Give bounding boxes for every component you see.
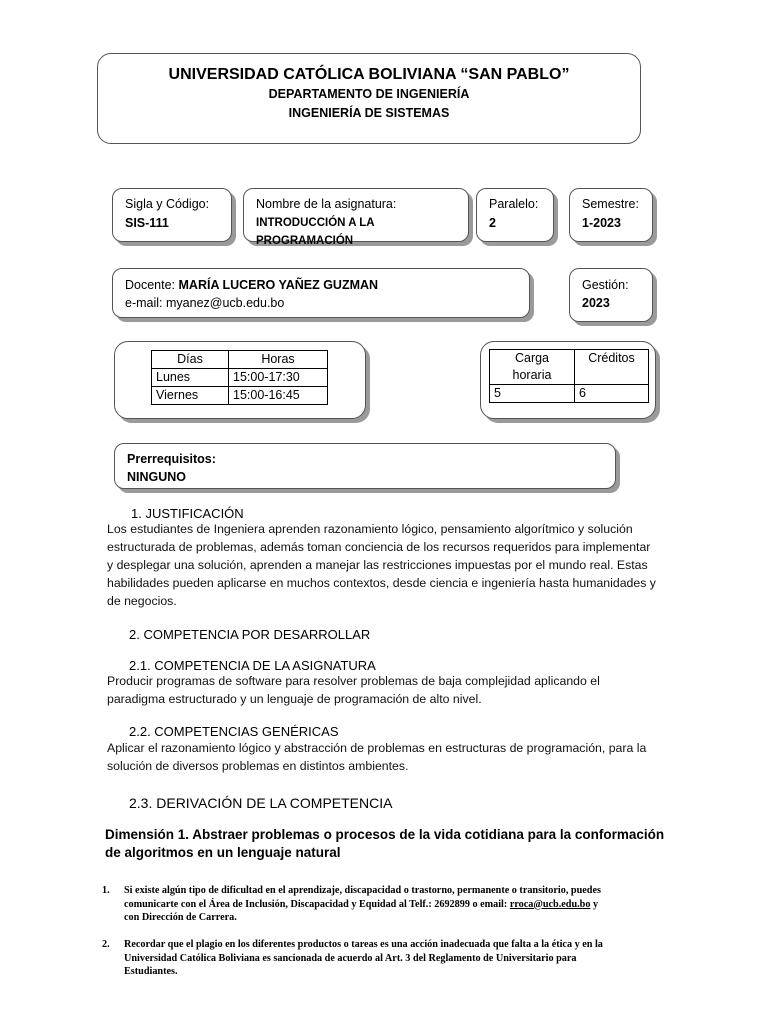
section-2-1-line: paradigma estructurado y un lenguaje de programación de alto nivel. [107,692,482,706]
note-1-line-2-text: comunicarte con el Área de Inclusión, Discapacidad y Equidad al Telf.: 2692899 o email: [124,898,510,910]
note-2 [124,938,668,979]
note-2-line: Recordar que el plagio en los diferentes productos o tareas es una acción inadecuada que falta a la ética y en la [124,939,603,950]
header-box [97,53,641,144]
note-1-line: Si existe algún tipo de dificultad en el aprendizaje, discapacidad o trastorno, permanente o transitorio, puedes [124,885,601,896]
prereq-value: NINGUNO [127,470,187,484]
note-2-line: Universidad Católica Boliviana es sancionada de acuerdo al Art. 3 del Reglamento de Universitario para [124,952,577,964]
teacher-email: myanez@ucb.edu.bo [166,296,285,310]
semester-box [569,188,653,242]
schedule-day: Lunes [152,369,229,387]
note-2-line: Estudiantes. [124,966,178,977]
career-title: INGENIERÍA DE SISTEMAS [288,106,450,120]
table-row [152,369,328,387]
section-1-title: 1. JUSTIFICACIÓN [131,506,244,521]
teacher-label: Docente: [125,278,176,292]
workload-credits-value: 6 [575,385,649,403]
section-2-2-line: Aplicar el razonamiento lógico y abstracción de problemas en estructuras de programación, para la [107,741,647,755]
section-2-1-body [107,672,661,708]
note-1 [124,884,668,925]
schedule-hours: 15:00-17:30 [229,369,328,387]
schedule-header-days: Días [152,351,229,369]
gestion-box [569,268,653,322]
section-2-2-body [107,739,661,775]
section-2-1-title: 2.1. COMPETENCIA DE LA ASIGNATURA [129,658,376,673]
semester-label: Semestre: [582,197,639,211]
section-2-2-title: 2.2. COMPETENCIAS GENÉRICAS [129,724,339,739]
section-1-line: habilidades pueden aplicarse en muchos contextos, desde ciencia e ingeniería hasta humanidades y [107,576,656,590]
note-1-line-2 [124,898,668,912]
semester-value: 1-2023 [582,216,621,230]
section-1-line: y desplegar una solución, aprenden a manejar las restricciones impuestas por el mundo real. Estas [107,558,648,572]
section-2-3-title: 2.3. DERIVACIÓN DE LA COMPETENCIA [129,795,393,811]
schedule-header-row [152,351,328,369]
dimension-block [105,826,665,862]
university-title: UNIVERSIDAD CATÓLICA BOLIVIANA “SAN PABLO” [168,66,570,83]
workload-credits-header: Créditos [575,350,649,385]
parallel-box [476,188,554,242]
schedule-day: Viernes [152,387,229,405]
course-name-value: INTRODUCCIÓN A LA PROGRAMACIÓN [256,217,375,247]
workload-hours-value: 5 [490,385,575,403]
schedule-table [151,350,328,405]
note-2-number: 2. [102,939,110,950]
teacher-name: MARÍA LUCERO YAÑEZ GUZMAN [178,278,379,292]
course-name-label: Nombre de la asignatura: [256,197,397,211]
note-1-number: 1. [102,885,110,896]
course-name-box [243,188,469,247]
table-row [490,385,649,403]
section-1-line: Los estudiantes de Ingeniera aprenden razonamiento lógico, pensamiento algorítmico y solución [107,522,633,536]
workload-hours-header [490,350,575,385]
prereq-box [114,443,616,489]
section-2-1-line: Producir programas de software para resolver problemas de baja complejidad aplicando el [107,674,600,688]
teacher-line [125,276,378,294]
workload-hours-label-2: horaria [512,368,552,382]
schedule-box [114,341,366,419]
email-label: e-mail: [125,296,163,310]
gestion-label: Gestión: [582,278,629,292]
parallel-label: Paralelo: [489,197,539,211]
workload-box [480,341,656,419]
gestion-value: 2023 [582,296,610,310]
parallel-value: 2 [489,216,496,230]
prereq-label: Prerrequisitos: [127,452,216,466]
course-code-value: SIS-111 [125,216,169,230]
section-1-line: de negocios. [107,594,177,608]
email-line [125,294,284,312]
dimension-line: Dimensión 1. Abstraer problemas o procesos de la vida cotidiana para la conformación [105,827,665,842]
teacher-box [112,268,530,318]
schedule-header-hours: Horas [229,351,328,369]
dimension-line: de algoritmos en un lenguaje natural [105,845,341,860]
section-1-line: estructurada de problemas, además toman conciencia de los recursos requeridos para implementar [107,540,651,554]
workload-header-row [490,350,649,385]
note-1-line: con Dirección de Carrera. [124,912,237,923]
workload-table [489,349,649,403]
section-2-title: 2. COMPETENCIA POR DESARROLLAR [129,627,371,642]
department-title: DEPARTAMENTO DE INGENIERÍA [268,87,470,101]
note-1-email-link[interactable]: rroca@ucb.edu.bo [509,898,591,910]
course-code-box [112,188,232,242]
schedule-hours: 15:00-16:45 [229,387,328,405]
course-code-label: Sigla y Código: [125,197,210,211]
table-row [152,387,328,405]
note-1-line-2-end: y [590,898,599,910]
section-1-body [107,520,661,610]
section-2-2-line: solución de diversos problemas en distintos ambientes. [107,759,409,773]
workload-hours-label-1: Carga [514,351,550,365]
